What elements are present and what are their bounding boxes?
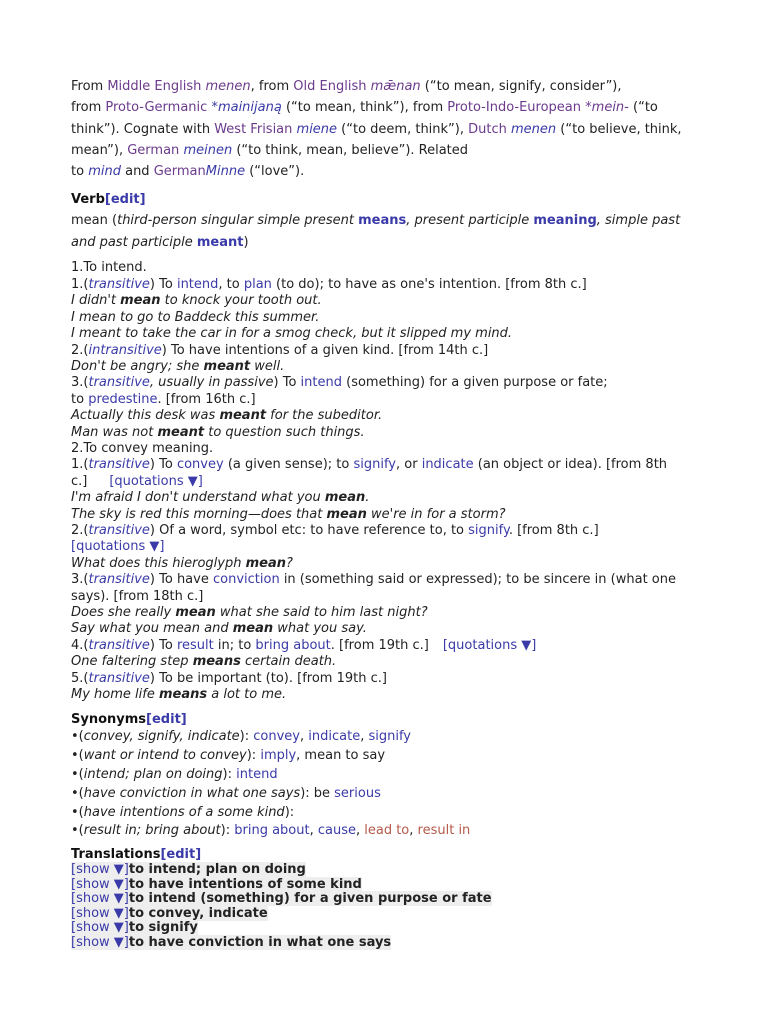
- etymology-line: [71, 140, 711, 161]
- example: [71, 293, 711, 309]
- show-toggle[interactable]: [show ▼]: [71, 920, 129, 936]
- form-meaning[interactable]: meaning: [533, 213, 597, 229]
- text: . [from 19th c.]: [330, 637, 429, 653]
- translation-row: [71, 921, 711, 936]
- example: [71, 408, 711, 424]
- link-result[interactable]: result: [176, 637, 214, 653]
- translations-edit-link[interactable]: [edit]: [160, 847, 202, 863]
- translation-gloss: to have conviction in what one says: [128, 934, 392, 950]
- text: ,: [300, 729, 309, 745]
- show-toggle[interactable]: [show ▼]: [71, 905, 129, 921]
- text: Man was not: [71, 424, 158, 440]
- show-toggle[interactable]: [show ▼]: [71, 876, 129, 892]
- gloss: have intentions of a some kind: [83, 804, 285, 820]
- etymology-line: [71, 97, 711, 118]
- bullet: •(: [71, 804, 84, 820]
- label-transitive[interactable]: transitive: [88, 637, 150, 653]
- text: (“to deem, think”),: [337, 121, 469, 137]
- text: in; to: [213, 637, 256, 653]
- text: mean: [175, 605, 216, 621]
- sense-number: 2.(: [71, 522, 89, 538]
- link-german-2[interactable]: German: [153, 164, 206, 180]
- sense-continued: [71, 539, 711, 555]
- synonym-row: [71, 822, 711, 841]
- headword-row: [71, 210, 711, 232]
- text: in (something said or expressed); to be sincere in (what one: [279, 572, 676, 588]
- text: meant: [219, 408, 267, 424]
- term-mein[interactable]: *mein-: [585, 100, 629, 116]
- text: well.: [250, 358, 285, 374]
- text: we're in for a storm?: [366, 506, 506, 522]
- text: ):: [222, 767, 237, 783]
- text: mean: [232, 621, 274, 637]
- sense-continued: [71, 474, 711, 490]
- show-toggle[interactable]: [show ▼]: [71, 891, 129, 907]
- link-german[interactable]: German: [127, 142, 180, 158]
- quotations-toggle[interactable]: [quotations ▼]: [442, 637, 537, 653]
- sense: [71, 671, 711, 687]
- verb-edit-link[interactable]: [edit]: [104, 192, 146, 208]
- text: mean: [326, 506, 367, 522]
- text: ) To: [273, 375, 301, 391]
- link-west-frisian[interactable]: West Frisian: [214, 121, 293, 137]
- text: , from: [250, 79, 294, 94]
- sense: [71, 343, 711, 359]
- text: , mean to say: [296, 748, 386, 764]
- text: ) To have intentions of a given kind. [from 14th c.]: [161, 342, 489, 358]
- sense: [71, 375, 711, 391]
- translation-row: [71, 907, 711, 922]
- text: mean: [324, 490, 366, 506]
- text: (: [107, 213, 118, 229]
- sense: [71, 523, 711, 539]
- link-result-in[interactable]: result in: [417, 823, 471, 839]
- label-transitive[interactable]: transitive: [88, 457, 150, 473]
- text: ?: [285, 555, 293, 571]
- text: . [from 8th c.]: [508, 522, 599, 538]
- text: ) To: [149, 276, 177, 292]
- etymology-line: [71, 119, 711, 140]
- sense: [71, 457, 711, 473]
- text: (“love”).: [245, 164, 305, 180]
- label-passive: , usually in passive: [149, 375, 274, 391]
- bullet: •(: [71, 748, 84, 764]
- translations-list: [71, 863, 711, 950]
- form-label: and past participle: [71, 234, 197, 250]
- synonym-row: [71, 766, 711, 785]
- text: Does she really: [71, 605, 176, 621]
- text: a lot to me.: [207, 687, 287, 703]
- text: ,: [409, 823, 418, 839]
- text: Say what you mean and: [71, 621, 233, 637]
- verb-heading: [71, 191, 711, 208]
- text: from: [71, 100, 106, 116]
- text: Actually this desk was: [71, 408, 220, 424]
- link-indicate[interactable]: indicate: [308, 729, 361, 745]
- text: (“to believe, think,: [556, 121, 682, 137]
- text: ) To: [149, 637, 177, 653]
- term-miene[interactable]: miene: [296, 121, 338, 137]
- text: (a given sense); to: [223, 457, 354, 473]
- bullet: •(: [71, 823, 84, 839]
- label-transitive[interactable]: transitive: [88, 276, 150, 292]
- label-transitive[interactable]: transitive: [88, 522, 150, 538]
- text: I'm afraid I don't understand what you: [71, 490, 325, 506]
- sense-number: 3.(: [71, 375, 89, 391]
- example: [71, 326, 711, 342]
- text: . [from 16th c.]: [157, 391, 256, 407]
- text: what she said to him last night?: [215, 605, 428, 621]
- bullet: •(: [71, 785, 84, 801]
- text: to knock your tooth out.: [160, 293, 322, 309]
- link-conviction[interactable]: conviction: [212, 572, 280, 588]
- term-menen-dutch[interactable]: menen: [511, 121, 557, 137]
- text: ):: [239, 729, 254, 745]
- etymology-section: [71, 76, 711, 182]
- label-transitive[interactable]: transitive: [88, 572, 150, 588]
- bullet: •(: [71, 767, 84, 783]
- link-cause[interactable]: cause: [317, 823, 356, 839]
- quotations-toggle[interactable]: [quotations ▼]: [109, 473, 203, 489]
- text: ):: [246, 748, 261, 764]
- text: What does this hieroglyph: [71, 555, 246, 571]
- translations-heading: [71, 847, 711, 863]
- link-bring-about[interactable]: bring about: [234, 823, 310, 839]
- text: ,: [355, 823, 365, 839]
- synonyms-list: [71, 728, 711, 841]
- label-transitive[interactable]: transitive: [88, 670, 150, 686]
- link-predestine[interactable]: predestine: [88, 391, 158, 407]
- sense-number: 5.(: [71, 670, 89, 686]
- text: , to: [218, 276, 244, 292]
- text: mean”),: [71, 142, 128, 158]
- gloss: result in; bring about: [83, 823, 221, 839]
- term-menen[interactable]: menen: [205, 79, 251, 94]
- headword-line: [71, 210, 711, 253]
- text: .: [365, 490, 370, 506]
- gloss: intend; plan on doing: [83, 767, 223, 783]
- example: [71, 507, 711, 523]
- form-label: , present participle: [406, 213, 534, 229]
- term-meinen[interactable]: meinen: [183, 142, 233, 158]
- link-imply[interactable]: imply: [260, 748, 297, 764]
- text: certain death.: [240, 654, 337, 670]
- show-toggle[interactable]: [show ▼]: [71, 934, 129, 950]
- link-intend[interactable]: intend: [300, 375, 342, 391]
- text: ) Of a word, symbol etc: to have reference to, to: [149, 522, 469, 538]
- text: I meant to take the car in for a smog check, but it slipped my mind.: [71, 326, 513, 342]
- text: (an object or idea). [from 8th: [473, 457, 668, 473]
- synonym-row: [71, 747, 711, 766]
- text: meant: [157, 424, 205, 440]
- gloss: want or intend to convey: [83, 748, 247, 764]
- link-convey[interactable]: convey: [253, 729, 300, 745]
- link-old-english[interactable]: Old English: [293, 79, 367, 94]
- text: meant: [203, 358, 251, 374]
- synonyms-heading: [71, 711, 711, 728]
- text: Don't be angry; she: [71, 358, 204, 374]
- text: ) To be important (to). [from 19th c.]: [149, 670, 387, 686]
- text: means: [192, 654, 241, 670]
- sense-number: 1.(: [71, 276, 89, 292]
- entry-page: [71, 76, 711, 950]
- text: and: [120, 164, 154, 180]
- example: [71, 621, 711, 637]
- example: [71, 687, 711, 703]
- example: [71, 605, 711, 621]
- senses-list: [71, 260, 711, 703]
- headword: mean: [71, 213, 108, 229]
- text: I didn't: [71, 293, 121, 309]
- heading-label: Translations: [71, 847, 161, 863]
- sense-heading: 2.To convey meaning.: [71, 440, 214, 456]
- sense-continued: says). [from 18th c.]: [71, 588, 204, 604]
- sense-number: 1.(: [71, 457, 89, 473]
- link-plan[interactable]: plan: [243, 276, 272, 292]
- translation-gloss: to signify: [128, 920, 198, 936]
- sense-number: 4.(: [71, 637, 89, 653]
- text: (“to mean, signify, consider”),: [420, 79, 622, 94]
- text: (“to: [628, 100, 658, 116]
- form-label: , simple past: [596, 213, 681, 229]
- translation-row: [71, 892, 711, 907]
- example: [71, 490, 711, 506]
- translation-gloss: to intend (something) for a given purpose or fate: [128, 891, 492, 907]
- text: From: [71, 79, 108, 94]
- text: ): be: [300, 785, 335, 801]
- gloss: have conviction in what one says: [83, 785, 301, 801]
- example: [71, 556, 711, 572]
- link-signify[interactable]: signify: [368, 729, 411, 745]
- text: I mean to go to Baddeck this summer.: [71, 309, 320, 325]
- link-intend[interactable]: intend: [176, 276, 219, 292]
- sense-number: 2.(: [71, 342, 89, 358]
- sense-number: 3.(: [71, 572, 89, 588]
- link-signify[interactable]: signify: [353, 457, 396, 473]
- link-indicate[interactable]: indicate: [421, 457, 474, 473]
- sense-heading: 1.To intend.: [71, 260, 147, 276]
- text: ):: [284, 804, 295, 820]
- link-proto-germanic[interactable]: Proto-Germanic: [105, 100, 208, 116]
- bullet: •(: [71, 729, 84, 745]
- heading-label: Synonyms: [71, 712, 147, 728]
- translation-gloss: to convey, indicate: [128, 905, 268, 921]
- synonym-row: [71, 804, 711, 823]
- text: , or: [396, 457, 422, 473]
- link-lead-to[interactable]: lead to: [364, 823, 410, 839]
- link-proto-indo-european[interactable]: Proto-Indo-European: [447, 100, 582, 116]
- example: [71, 310, 711, 326]
- sense: [71, 638, 711, 654]
- text: (“to mean, think”), from: [281, 100, 448, 116]
- link-dutch[interactable]: Dutch: [468, 121, 507, 137]
- text: means: [158, 687, 208, 703]
- term-minne[interactable]: Minne: [205, 164, 246, 180]
- sense: [71, 277, 711, 293]
- text: ) To: [149, 457, 177, 473]
- synonyms-edit-link[interactable]: [edit]: [146, 712, 187, 728]
- text: (to do); to have as one's intention. [from 8th c.]: [271, 276, 587, 292]
- example: [71, 654, 711, 670]
- text: c.]: [71, 473, 88, 489]
- translation-row: [71, 878, 711, 893]
- translation-row: [71, 936, 711, 951]
- term-mainijana[interactable]: *mainijaną: [211, 100, 282, 116]
- link-bring-about[interactable]: bring about: [255, 637, 331, 653]
- text: (something) for a given purpose or fate;: [341, 375, 608, 391]
- text: mean: [120, 293, 161, 309]
- etymology-line: [71, 76, 711, 97]
- text: ) To have: [149, 572, 213, 588]
- label-transitive[interactable]: transitive: [88, 375, 150, 391]
- term-mind[interactable]: mind: [88, 164, 121, 180]
- translation-row: [71, 863, 711, 878]
- translation-gloss: to have intentions of some kind: [128, 876, 362, 892]
- form-label: third-person singular simple present: [117, 213, 354, 229]
- synonym-row: [71, 728, 711, 747]
- link-serious[interactable]: serious: [334, 785, 381, 801]
- label-intransitive[interactable]: intransitive: [88, 342, 162, 358]
- link-signify[interactable]: signify: [468, 522, 509, 538]
- text: to: [71, 164, 89, 180]
- text: think”). Cognate with: [71, 121, 215, 137]
- headword-row: [71, 232, 711, 254]
- text: The sky is red this morning—does that: [71, 506, 327, 522]
- example: [71, 425, 711, 441]
- text: mean: [245, 555, 286, 571]
- example: [71, 359, 711, 375]
- gloss: convey, signify, indicate: [83, 729, 240, 745]
- text: ,: [309, 823, 318, 839]
- text: One faltering step: [71, 654, 193, 670]
- synonym-row: [71, 785, 711, 804]
- text: ): [243, 234, 249, 250]
- text: what you say.: [273, 621, 367, 637]
- quotations-toggle[interactable]: [quotations ▼]: [71, 539, 165, 555]
- text: ,: [360, 729, 369, 745]
- heading-label: Verb: [71, 192, 105, 208]
- form-means[interactable]: means: [358, 213, 407, 229]
- sense: [71, 572, 711, 588]
- sense-continued: [71, 392, 711, 408]
- text: (“to think, mean, believe”). Related: [232, 142, 469, 158]
- text: to: [71, 391, 89, 407]
- term-maenan[interactable]: mǣnan: [370, 79, 421, 94]
- etymology-line: [71, 161, 711, 182]
- show-toggle[interactable]: [show ▼]: [71, 862, 129, 878]
- link-middle-english[interactable]: Middle English: [107, 79, 202, 94]
- form-meant[interactable]: meant: [196, 234, 244, 250]
- link-intend[interactable]: intend: [236, 767, 278, 783]
- link-convey[interactable]: convey: [176, 457, 224, 473]
- text: for the subeditor.: [266, 408, 383, 424]
- translation-gloss: to intend; plan on doing: [128, 862, 306, 878]
- text: ):: [220, 823, 235, 839]
- text: My home life: [71, 687, 159, 703]
- text: to question such things.: [204, 424, 365, 440]
